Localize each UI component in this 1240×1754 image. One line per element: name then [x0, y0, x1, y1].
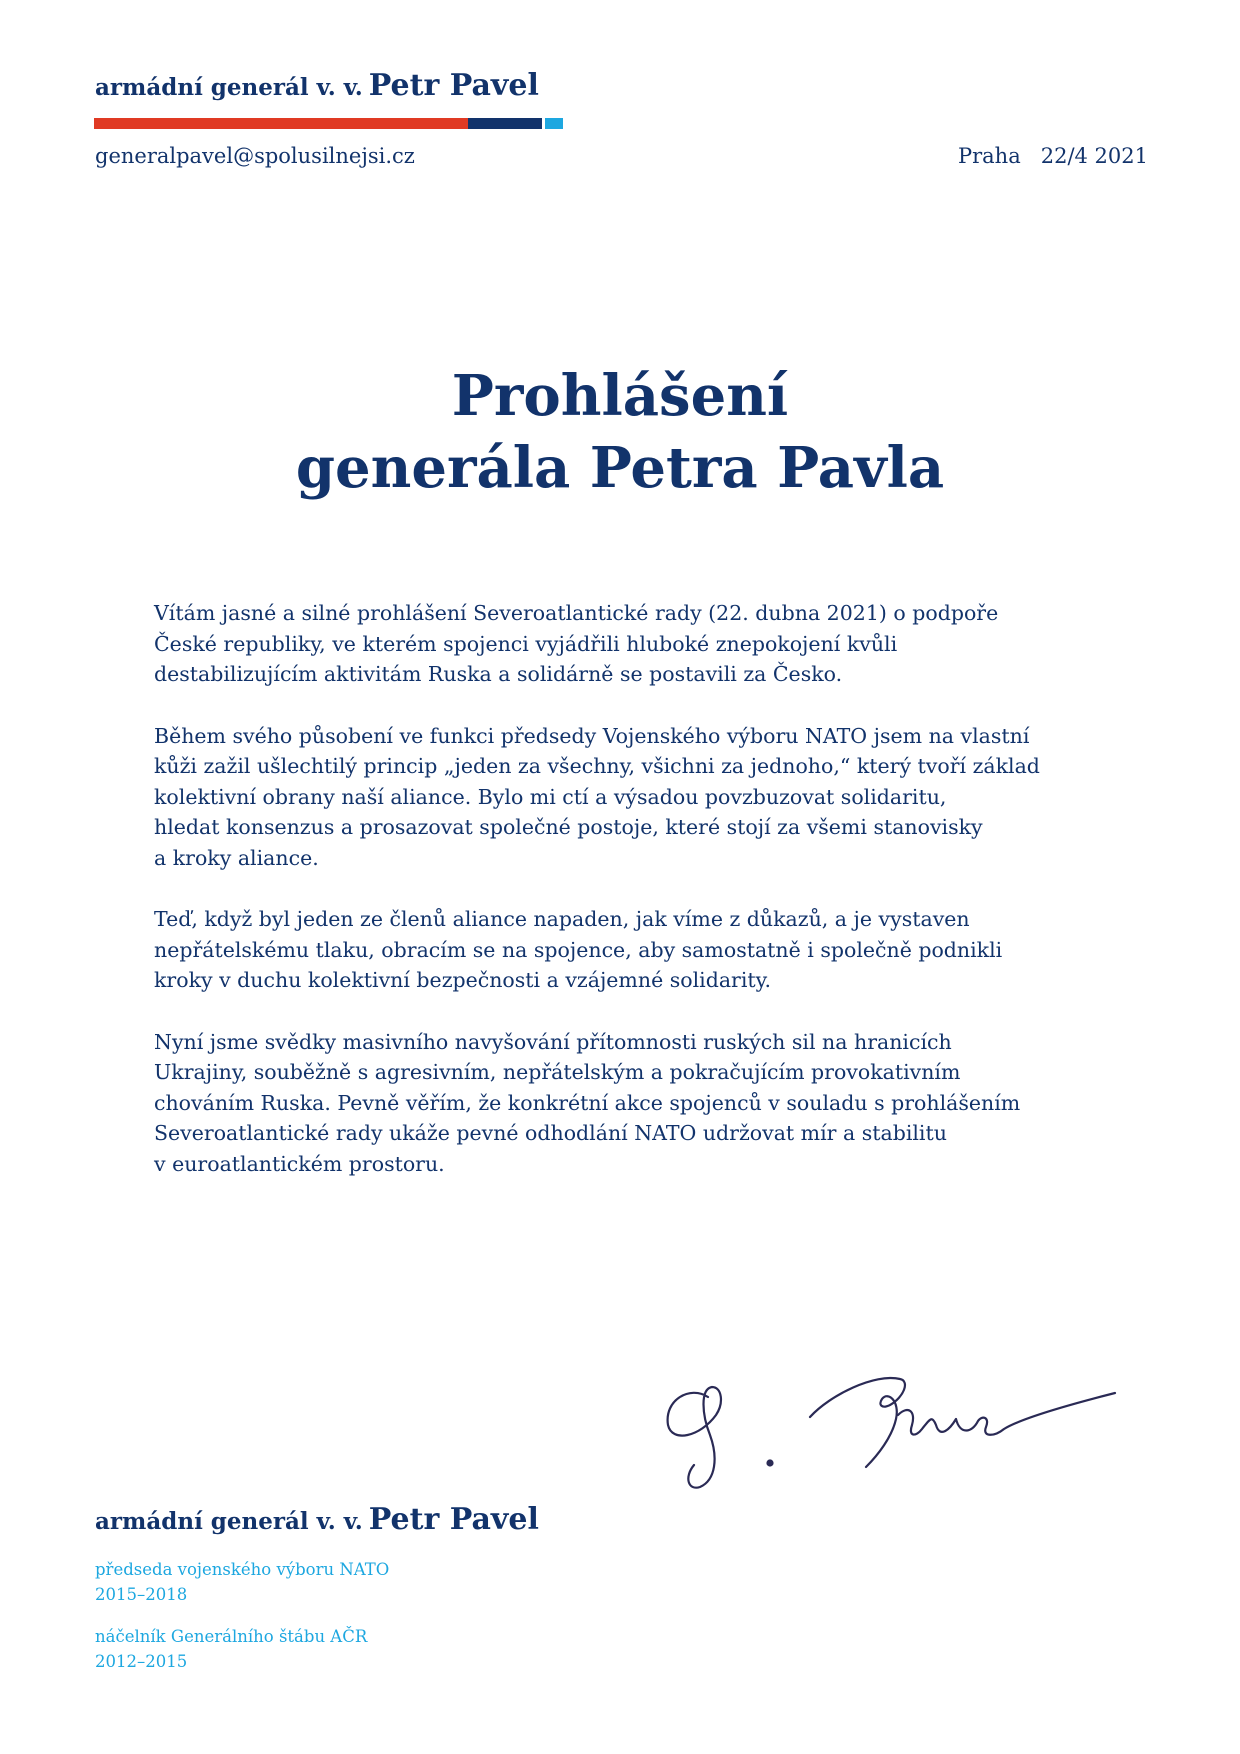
tricolor-blue-segment	[468, 118, 542, 129]
footer-signatory	[95, 1502, 539, 1537]
contact-email: generalpavel@spolusilnejsi.cz	[95, 144, 415, 168]
role-years: 2015–2018	[95, 1585, 188, 1604]
paragraph: Během svého působení ve funkci předsedy Vojenského výboru NATO jsem na vlastní kůži zažil ušlechtilý princip „jeden za všechny, všichni za jednoho,“ který tvoří základ kolektivní obrany naší aliance. Bylo mi ctí a výsadou povzbuzovat solidaritu, hledat konsenzus a prosazovat společné postoje, které stojí za všemi stanovisky a kroky aliance.	[154, 723, 1040, 870]
role-entry	[95, 1557, 389, 1607]
document-title	[0, 360, 1240, 504]
tricolor-bar	[94, 118, 563, 129]
title-line-1: Prohlášení	[451, 363, 789, 429]
header-name: Petr Pavel	[368, 68, 539, 103]
paragraph: Teď, když byl jeden ze členů aliance napaden, jak víme z důkazů, a je vystaven nepřátelskému tlaku, obracím se na spojence, aby samostatně i společně podnikli kroky v duchu kolektivní bezpečnosti a vzájemné solidarity.	[154, 907, 1003, 992]
footer-rank: armádní generál v. v.	[95, 1508, 363, 1535]
paragraph: Vítám jasné a silné prohlášení Severoatlantické rady (22. dubna 2021) o podpoře České republiky, ve kterém spojenci vyjádřili hluboké znepokojení kvůli destabilizujícím aktivitám Ruska a solidárně se postavili za Česko.	[154, 601, 999, 686]
paragraph: Nyní jsme svědky masivního navyšování přítomnosti ruských sil na hranicích Ukrajiny, souběžně s agresivním, nepřátelským a pokračujícím provokativním chováním Ruska. Pevně věřím, že konkrétní akce spojenců v souladu s prohlášením Severoatlantické rady ukáže pevné odhodlání NATO udržovat mír a stabilitu v euroatlantickém prostoru.	[154, 1029, 1021, 1176]
header-signatory	[95, 68, 539, 103]
statement-body	[154, 598, 1114, 1210]
role-title: předseda vojenského výboru NATO	[95, 1560, 390, 1579]
role-entry	[95, 1624, 367, 1674]
date: 22/4 2021	[1040, 144, 1148, 168]
title-line-2: generála Petra Pavla	[295, 435, 945, 501]
role-title: náčelník Generálního štábu AČR	[95, 1627, 368, 1646]
tricolor-cyan-segment	[545, 118, 563, 129]
header-rank: armádní generál v. v.	[95, 74, 363, 101]
handwritten-signature	[660, 1345, 1140, 1495]
role-years: 2012–2015	[95, 1652, 188, 1671]
place: Praha	[957, 144, 1021, 168]
place-and-date	[958, 144, 1148, 168]
tricolor-red-segment	[94, 118, 468, 129]
footer-name: Petr Pavel	[368, 1502, 539, 1537]
